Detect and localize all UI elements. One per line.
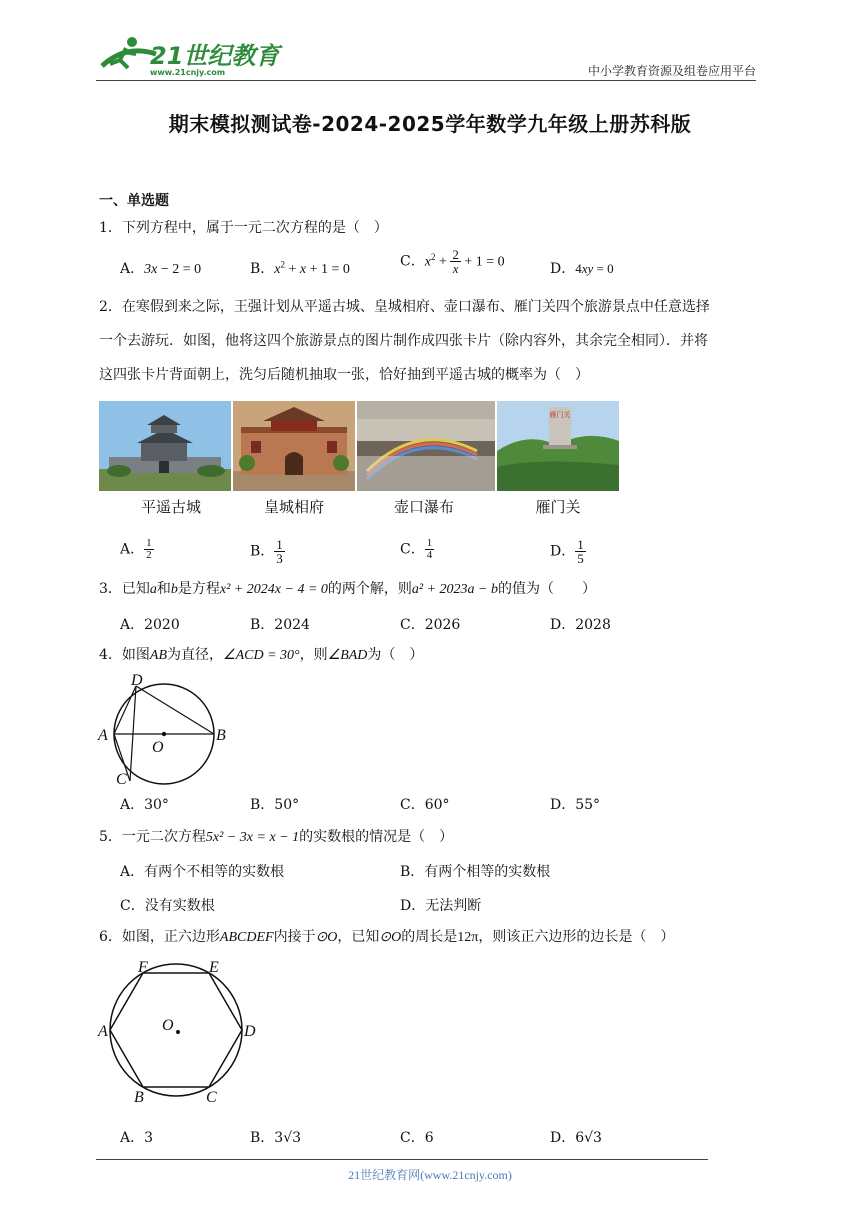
tourist-cards	[99, 401, 619, 521]
option-b: B．$x^2 + x + 1 = 0$	[250, 259, 350, 277]
huangcheng-xiangfu-photo	[233, 401, 355, 491]
option-a: A．3	[120, 1130, 154, 1146]
question-4-options	[120, 794, 740, 820]
point-label-o: O	[152, 739, 164, 756]
yanmen-sign-text: 雁门关	[549, 411, 571, 419]
point-label-a: A	[98, 1023, 108, 1040]
header-divider	[96, 80, 756, 81]
option-c: C．60°	[400, 797, 450, 813]
caption-yanmen: 雁门关	[535, 498, 581, 516]
option-c: C．没有实数根	[120, 898, 215, 914]
point-label-e: E	[209, 959, 219, 976]
point-label-b: B	[216, 727, 226, 744]
question-2-stem	[99, 290, 759, 392]
point-label-a: A	[98, 727, 108, 744]
question-1-stem: 1．下列方程中，属于一元二次方程的是（ ）	[99, 220, 388, 236]
option-d: D．2028	[550, 617, 611, 633]
hukou-waterfall-photo	[357, 401, 495, 491]
option-b: B．3√3	[250, 1130, 302, 1146]
option-a: A．有两个不相等的实数根	[120, 864, 285, 880]
option-b: B．有两个相等的实数根	[400, 864, 551, 880]
question-6-options	[120, 1127, 740, 1153]
question-3-stem: 3．已知a和b是方程x² + 2024x − 4 = 0的两个解，则a² + 2023a − b的值为（ ）	[99, 581, 596, 597]
question-5-options-row-2	[120, 895, 740, 921]
option-c: C．$x^2$ + $\frac{2}{x}$ + 1 = 0	[400, 247, 505, 276]
point-label-d: D	[131, 672, 143, 689]
point-label-c: C	[206, 1089, 217, 1106]
section-heading: 一、单选题	[99, 193, 169, 209]
question-5-options-row-1	[120, 861, 740, 887]
option-d: D．55°	[550, 797, 601, 813]
option-b: B．2024	[250, 617, 310, 633]
pingyao-ancient-city-photo	[99, 401, 231, 491]
point-label-b: B	[134, 1089, 144, 1106]
option-a: A．30°	[120, 797, 169, 813]
page-header	[96, 34, 756, 80]
option-d: D．4xy = 0	[550, 261, 614, 277]
option-d: D．无法判断	[400, 898, 482, 914]
caption-hukou: 壶口瀑布	[393, 498, 454, 516]
svg-text:www.21cnjy.com: www.21cnjy.com	[150, 68, 226, 77]
option-a: A． $\frac{1}{2}$	[120, 537, 152, 561]
option-d: D．6√3	[550, 1130, 602, 1146]
question-1-options	[120, 247, 740, 284]
question-4-stem: 4．如图AB为直径，∠ACD = 30°，则∠BAD为（ ）	[99, 647, 424, 663]
yanmen-pass-photo	[497, 401, 619, 491]
caption-huangcheng: 皇城相府	[263, 498, 324, 516]
option-b: B．50°	[250, 797, 300, 813]
point-label-f: F	[138, 959, 148, 976]
option-b: B． $\frac{1}{3}$	[250, 537, 283, 566]
platform-name: 中小学教育资源及组卷应用平台	[587, 64, 756, 78]
question-2-line-1: 2．在寒假到来之际，王强计划从平遥古城、皇城相府、壶口瀑布、雁门关四个旅游景点中任意选择	[99, 299, 710, 315]
caption-pingyao: 平遥古城	[140, 498, 201, 516]
circle-diagram-q4	[96, 668, 236, 790]
option-a: A．3x − 2 = 0	[120, 261, 202, 277]
footer-divider	[96, 1159, 708, 1160]
site-logo	[96, 34, 280, 78]
option-d: D． $\frac{1}{5}$	[550, 537, 584, 566]
question-2-line-2: 一个去游玩．如图，他将这四个旅游景点的图片制作成四张卡片（除内容外，其余完全相同）．并将	[99, 333, 708, 349]
svg-text:21世纪教育: 21世纪教育	[150, 42, 280, 70]
question-3-options	[120, 614, 740, 640]
option-c: C． $\frac{1}{4}$	[400, 537, 433, 561]
question-6-stem: 6．如图，正六边形ABCDEF内接于⊙O，已知⊙O的周长是12π，则该正六边形的边长是（ ）	[99, 929, 675, 945]
hexagon-diagram-q6	[96, 956, 266, 1108]
point-label-d: D	[244, 1023, 256, 1040]
point-label-c: C	[116, 771, 127, 788]
option-c: C．6	[400, 1130, 434, 1146]
option-c: C．2026	[400, 617, 461, 633]
footer-text: 21世纪教育网(www.21cnjy.com)	[348, 1168, 512, 1182]
question-5-stem: 5．一元二次方程5x² − 3x = x − 1的实数根的情况是（ ）	[99, 829, 454, 845]
question-2-options	[120, 538, 740, 564]
page-title: 期末模拟测试卷-2024-2025学年数学九年级上册苏科版	[168, 112, 692, 136]
option-a: A．2020	[120, 617, 180, 633]
question-2-line-3: 这四张卡片背面朝上，洗匀后随机抽取一张，恰好抽到平遥古城的概率为（ ）	[99, 367, 589, 383]
point-label-o: O	[162, 1017, 174, 1034]
